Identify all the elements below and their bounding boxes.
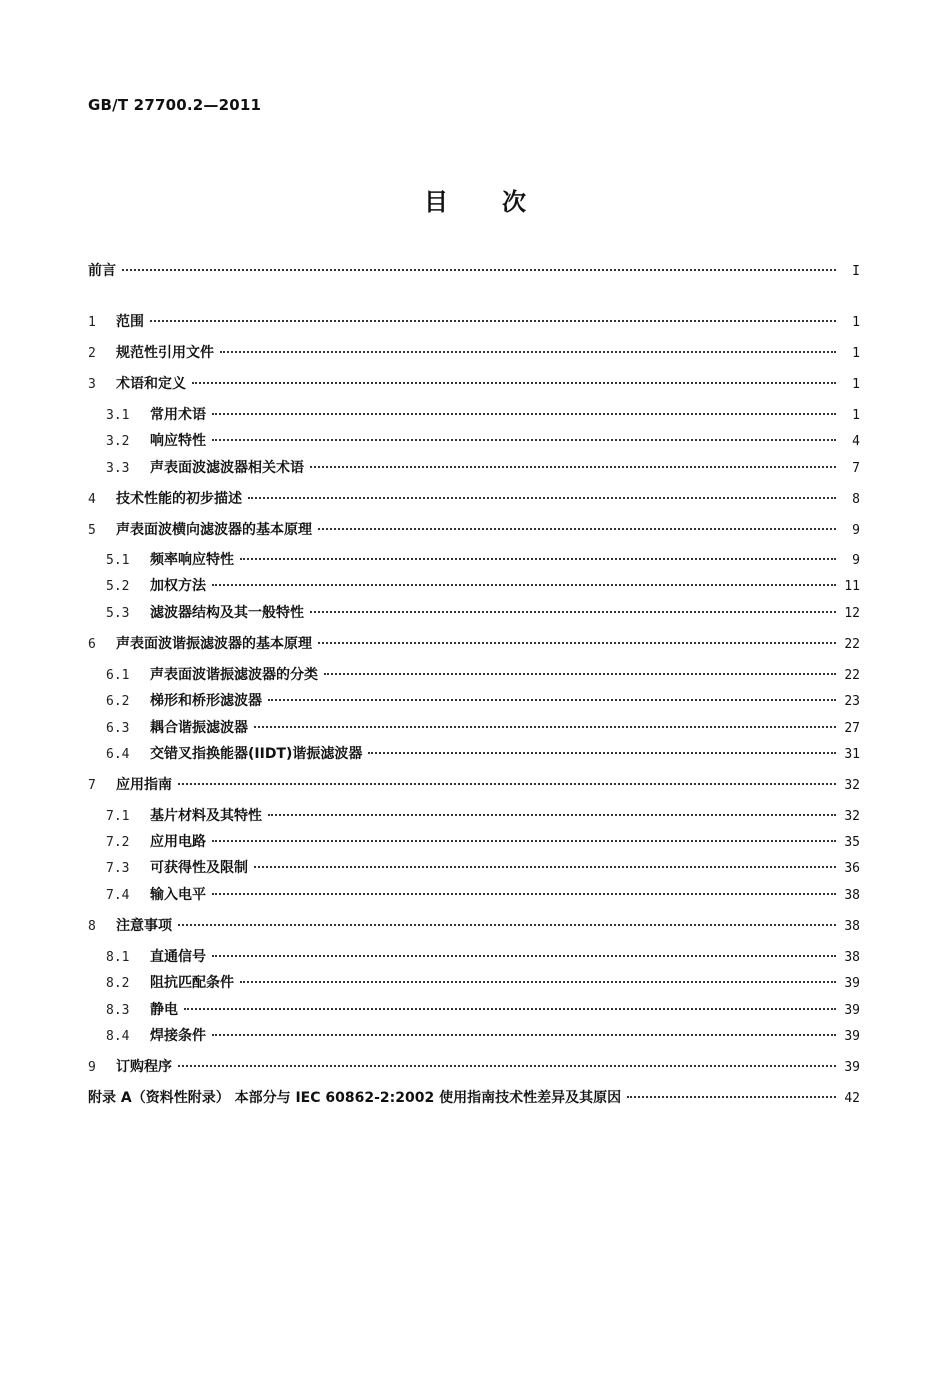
toc-entry-label: 梯形和桥形滤波器: [150, 693, 262, 709]
toc-entry[interactable]: [88, 692, 860, 711]
toc-entry[interactable]: [88, 521, 860, 540]
toc-entry-number: 6: [88, 637, 96, 652]
toc-entry[interactable]: [88, 313, 860, 332]
toc-leader-dots: [178, 783, 836, 785]
toc-leader-dots: [212, 413, 836, 415]
toc-entry-page: 38: [844, 919, 860, 934]
toc-leader-dots: [212, 840, 836, 842]
toc-entry[interactable]: [88, 948, 860, 967]
toc-entry-number: 6.2: [106, 694, 130, 709]
page-title: [0, 182, 950, 217]
toc-entry[interactable]: [88, 745, 860, 764]
toc-entry-label: 订购程序: [116, 1059, 172, 1075]
toc-entry-number: 5.2: [106, 579, 130, 594]
toc-entry-label: 声表面波滤波器相关术语: [150, 460, 304, 476]
toc-leader-dots: [212, 584, 836, 586]
toc-entry-number: 8.3: [106, 1003, 130, 1018]
toc-entry-number: 7.2: [106, 835, 130, 850]
toc-entry[interactable]: [88, 459, 860, 478]
toc-entry-number: 8: [88, 919, 96, 934]
toc-leader-dots: [184, 1008, 836, 1010]
toc-entry-page: 8: [852, 492, 860, 507]
toc-entry[interactable]: [88, 1027, 860, 1046]
toc-leader-dots: [240, 981, 836, 983]
toc-entry-number: 5.1: [106, 553, 130, 568]
toc-entry[interactable]: [88, 375, 860, 394]
toc-entry-label: 声表面波横向滤波器的基本原理: [116, 522, 312, 538]
toc-entry-page: 42: [844, 1091, 860, 1106]
toc-entry[interactable]: [88, 577, 860, 596]
toc-entry-page: 23: [844, 694, 860, 709]
toc-entry-label: 输入电平: [150, 887, 206, 903]
toc-entry-number: 5.3: [106, 606, 130, 621]
toc-leader-dots: [220, 351, 836, 353]
toc-entry[interactable]: [88, 807, 860, 826]
toc-leader-dots: [212, 955, 836, 957]
toc-leader-dots: [192, 382, 836, 384]
toc-entry-number: 5: [88, 523, 96, 538]
toc-entry-page: 39: [844, 1003, 860, 1018]
toc-entry[interactable]: [88, 974, 860, 993]
toc-entry-number: 3.1: [106, 408, 130, 423]
toc-entry-number: 7: [88, 778, 96, 793]
toc-entry[interactable]: [88, 1089, 860, 1108]
toc-entry[interactable]: [88, 635, 860, 654]
toc-entry-page: 35: [844, 835, 860, 850]
toc-entry-label: 滤波器结构及其一般特性: [150, 605, 304, 621]
toc-entry-page: 39: [844, 1060, 860, 1075]
toc-leader-dots: [268, 814, 836, 816]
toc-entry-number: 4: [88, 492, 96, 507]
toc-entry-number: 6.4: [106, 747, 130, 762]
toc-leader-dots: [310, 466, 836, 468]
toc-entry-page: 11: [844, 579, 860, 594]
toc-entry[interactable]: [88, 886, 860, 905]
toc-entry-label: 直通信号: [150, 949, 206, 965]
toc-entry-number: 8.1: [106, 950, 130, 965]
toc-entry-page: 31: [844, 747, 860, 762]
toc-entry-page: 1: [852, 408, 860, 423]
toc-entry-label: 范围: [116, 314, 144, 330]
toc-entry-page: 22: [844, 668, 860, 683]
toc-leader-dots: [212, 1034, 836, 1036]
toc-entry-label: 响应特性: [150, 433, 206, 449]
toc-entry[interactable]: [88, 1058, 860, 1077]
toc-leader-dots: [324, 673, 836, 675]
toc-leader-dots: [248, 497, 836, 499]
toc-leader-dots: [150, 320, 836, 322]
toc-entry[interactable]: [88, 490, 860, 509]
toc-entry-page: I: [852, 264, 860, 279]
toc-entry-number: 6.3: [106, 721, 130, 736]
toc-entry-number: 8.2: [106, 976, 130, 991]
toc-entry[interactable]: [88, 917, 860, 936]
toc-entry-label: 术语和定义: [116, 376, 186, 392]
toc-entry-number: 7.1: [106, 809, 130, 824]
toc-entry-page: 22: [844, 637, 860, 652]
toc-leader-dots: [310, 611, 836, 613]
toc-leader-dots: [240, 558, 836, 560]
title-char-1: 目: [424, 188, 448, 216]
toc-entry-label: 焊接条件: [150, 1028, 206, 1044]
toc-entry-label: 附录 A（资料性附录） 本部分与 IEC 60862-2:2002 使用指南技术性差异及其原因: [88, 1090, 622, 1106]
toc-entry-number: 6.1: [106, 668, 130, 683]
toc-entry-page: 1: [852, 315, 860, 330]
toc-entry-number: 8.4: [106, 1029, 130, 1044]
toc-leader-dots: [254, 726, 836, 728]
toc-entry-page: 7: [852, 461, 860, 476]
toc-entry-label: 常用术语: [150, 407, 206, 423]
toc-entry[interactable]: [88, 344, 860, 363]
toc-entry-number: 1: [88, 315, 96, 330]
toc-entry-label: 技术性能的初步描述: [116, 491, 242, 507]
toc-entry-label: 应用指南: [116, 777, 172, 793]
toc-leader-dots: [212, 893, 836, 895]
toc-entry[interactable]: [88, 833, 860, 852]
toc-entry-label: 频率响应特性: [150, 552, 234, 568]
toc-entry-page: 39: [844, 1029, 860, 1044]
toc-entry-page: 4: [852, 434, 860, 449]
toc-entry-page: 38: [844, 888, 860, 903]
toc-leader-dots: [268, 699, 836, 701]
toc-entry-number: 3: [88, 377, 96, 392]
toc-leader-dots: [122, 269, 836, 271]
toc-leader-dots: [318, 642, 836, 644]
toc-entry[interactable]: [88, 604, 860, 623]
toc-entry-page: 39: [844, 976, 860, 991]
toc-entry-label: 阻抗匹配条件: [150, 975, 234, 991]
toc-entry-page: 38: [844, 950, 860, 965]
toc-leader-dots: [178, 1065, 836, 1067]
toc-leader-dots: [254, 866, 836, 868]
toc-entry-label: 规范性引用文件: [116, 345, 214, 361]
toc-entry-number: 3.3: [106, 461, 130, 476]
toc-entry-label: 静电: [150, 1002, 178, 1018]
toc-entry[interactable]: [88, 859, 860, 878]
toc-entry-number: 3.2: [106, 434, 130, 449]
toc-entry-label: 可获得性及限制: [150, 860, 248, 876]
toc-entry[interactable]: [88, 719, 860, 738]
toc-entry[interactable]: [88, 776, 860, 795]
toc-entry[interactable]: [88, 551, 860, 570]
toc-entry-page: 9: [852, 523, 860, 538]
toc-entry-label: 耦合谐振滤波器: [150, 720, 248, 736]
toc-entry-number: 7.3: [106, 861, 130, 876]
toc-entry-number: 9: [88, 1060, 96, 1075]
toc-entry-label: 声表面波谐振滤波器的分类: [150, 667, 318, 683]
toc-entry-page: 32: [844, 809, 860, 824]
toc-entry-page: 12: [844, 606, 860, 621]
toc-entry-page: 1: [852, 346, 860, 361]
toc-entry-page: 9: [852, 553, 860, 568]
toc-entry[interactable]: [88, 262, 860, 281]
standard-number: GB/T 27700.2—2011: [88, 96, 262, 114]
toc-leader-dots: [368, 752, 836, 754]
toc-entry-label: 应用电路: [150, 834, 206, 850]
toc-entry[interactable]: [88, 432, 860, 451]
toc-entry[interactable]: [88, 1001, 860, 1020]
toc-leader-dots: [627, 1096, 836, 1098]
title-char-2: 次: [502, 188, 526, 216]
toc-entry-label: 加权方法: [150, 578, 206, 594]
toc-entry-page: 1: [852, 377, 860, 392]
toc-leader-dots: [318, 528, 836, 530]
toc-entry-label: 前言: [88, 263, 116, 279]
toc-entry-page: 36: [844, 861, 860, 876]
toc-entry-label: 基片材料及其特性: [150, 808, 262, 824]
toc-entry-label: 注意事项: [116, 918, 172, 934]
toc-entry[interactable]: [88, 406, 860, 425]
toc-entry-page: 27: [844, 721, 860, 736]
toc-entry-page: 32: [844, 778, 860, 793]
toc-entry-number: 2: [88, 346, 96, 361]
toc-entry[interactable]: [88, 666, 860, 685]
toc-leader-dots: [212, 439, 836, 441]
toc-entry-number: 7.4: [106, 888, 130, 903]
toc-entry-label: 交错叉指换能器(IIDT)谐振滤波器: [150, 746, 363, 762]
toc-entry-label: 声表面波谐振滤波器的基本原理: [116, 636, 312, 652]
toc-leader-dots: [178, 924, 836, 926]
